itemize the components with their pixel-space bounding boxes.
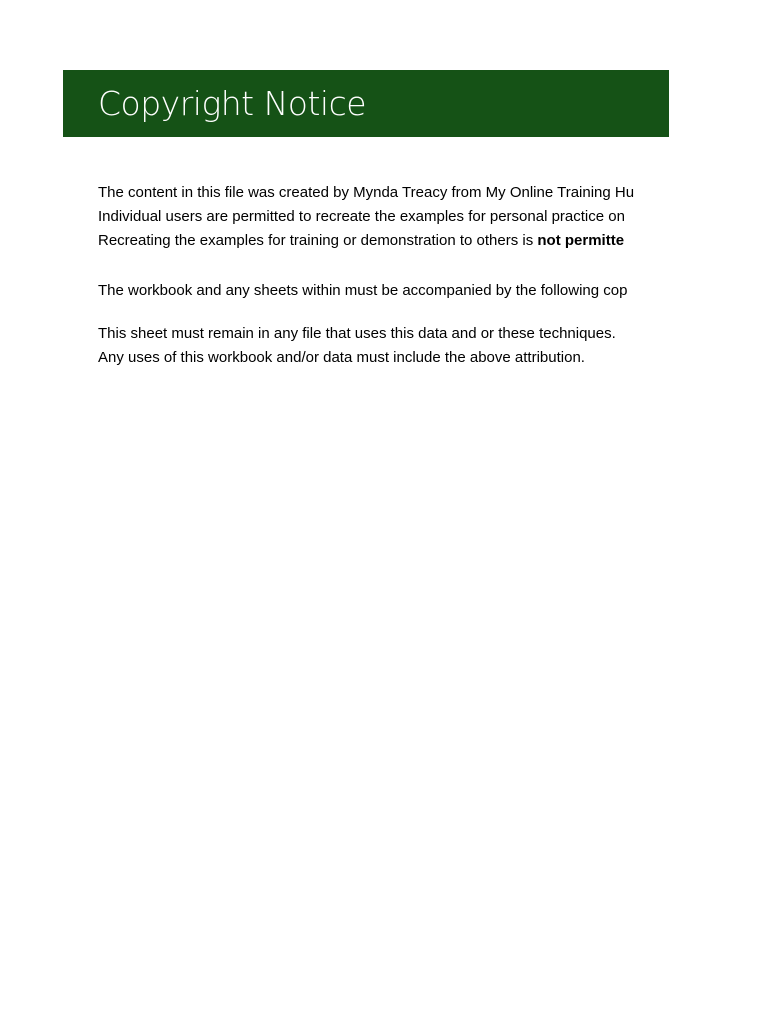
notice-line-remain: This sheet must remain in any file that uses this data and or these techniques. (98, 325, 616, 342)
notice-line-restriction (98, 229, 669, 253)
notice-line-creator: The content in this file was created by Mynda Treacy from My Online Training Hu (98, 184, 635, 201)
restriction-text: Recreating the examples for training or demonstration to others is (98, 232, 538, 249)
notice-line-permission: Individual users are permitted to recreate the examples for personal practice on (98, 208, 625, 225)
title-banner (63, 70, 669, 137)
restriction-bold-text: not permitte (537, 232, 625, 249)
notice-line-accompany: The workbook and any sheets within must be accompanied by the following cop (98, 282, 628, 299)
page-title: Copyright Notice (98, 84, 367, 123)
notice-line-attribution: Any uses of this workbook and/or data must include the above attribution. (98, 349, 585, 366)
notice-body (98, 181, 669, 370)
